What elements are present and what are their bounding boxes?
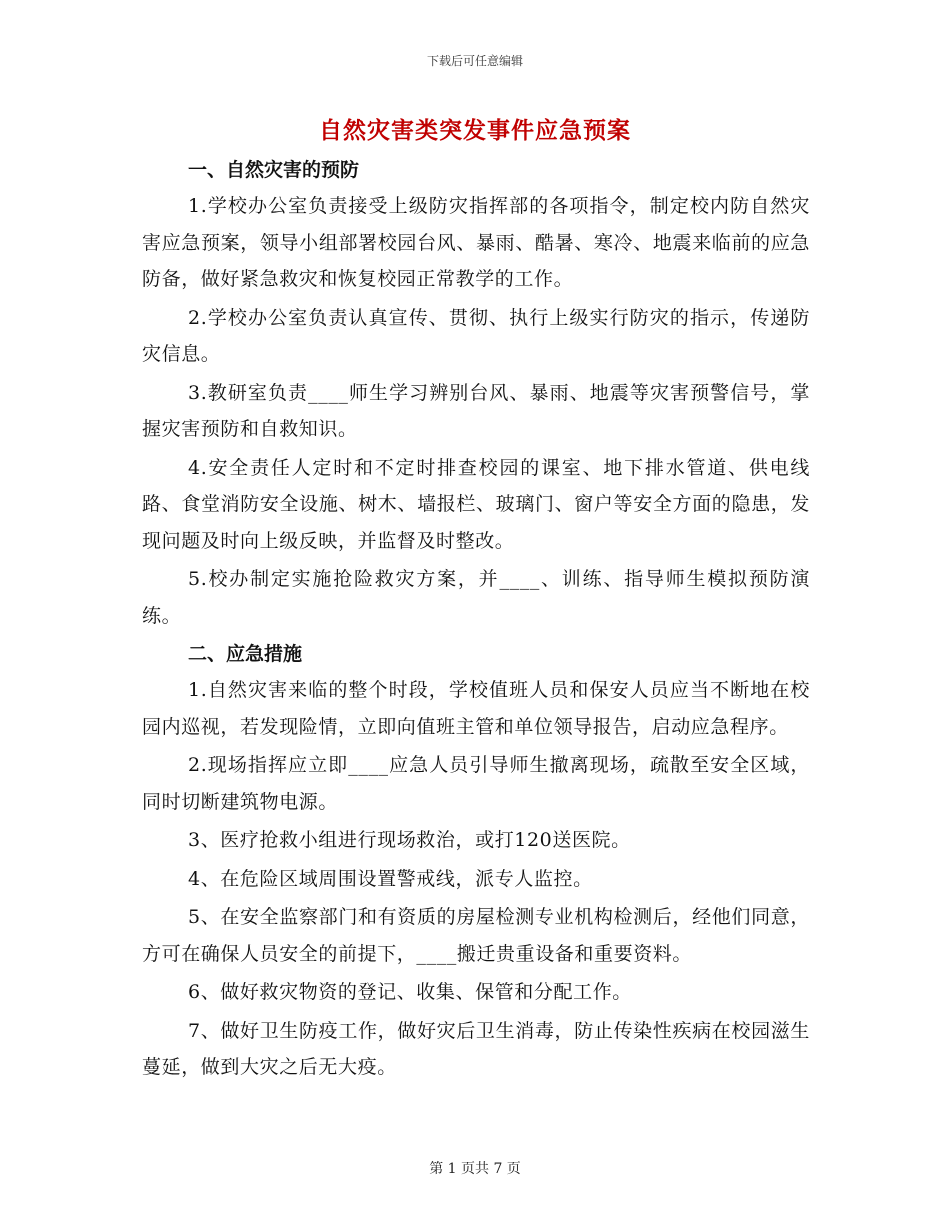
- document-body: [142, 152, 810, 1088]
- paragraph: 7、做好卫生防疫工作，做好灾后卫生消毒，防止传染性疾病在校园滋生蔓延，做到大灾之后无大疫。: [142, 1019, 810, 1078]
- page-number: 第 1 页共 7 页: [429, 1161, 521, 1177]
- paragraph: 5.校办制定实施抢险救灾方案，并____、训练、指导师生模拟预防演练。: [142, 568, 810, 627]
- paragraph: 4.安全责任人定时和不定时排查校园的课室、地下排水管道、供电线路、食堂消防安全设施、树木、墙报栏、玻璃门、窗户等安全方面的隐患，发现问题及时向上级反映，并监督及时整改。: [142, 456, 810, 552]
- paragraph: 2.现场指挥应立即____应急人员引导师生撤离现场，疏散至安全区域，同时切断建筑物电源。: [142, 754, 810, 813]
- paragraph: 4、在危险区域周围设置警戒线，派专人监控。: [188, 867, 593, 890]
- paragraph: 5、在安全监察部门和有资质的房屋检测专业机构检测后，经他们同意，方可在确保人员安全的前提下，____搬迁贵重设备和重要资料。: [142, 906, 810, 965]
- document-title: 自然灾害类突发事件应急预案: [319, 117, 631, 144]
- paragraph: 1.学校办公室负责接受上级防灾指挥部的各项指令，制定校内防自然灾害应急预案，领导小组部署校园台风、暴雨、酷暑、寒冷、地震来临前的应急防备，做好紧急救灾和恢复校园正常教学的工作。: [142, 195, 810, 290]
- section-prevention: [142, 152, 810, 634]
- header-note: 下载后可任意编辑: [426, 54, 523, 68]
- paragraph: 1.自然灾害来临的整个时段，学校值班人员和保安人员应当不断地在校园内巡视，若发现险情，立即向值班主管和单位领导报告，启动应急程序。: [142, 679, 810, 738]
- section-heading: 一、自然灾害的预防: [188, 159, 360, 181]
- paragraph: 3.教研室负责____师生学习辨别台风、暴雨、地震等灾害预警信号，掌握灾害预防和自救知识。: [142, 381, 810, 440]
- paragraph: 2.学校办公室负责认真宣传、贯彻、执行上级实行防灾的指示，传递防灾信息。: [142, 306, 810, 365]
- paragraph: 3、医疗抢救小组进行现场救治，或打120送医院。: [188, 829, 631, 851]
- paragraph: 6、做好救灾物资的登记、收集、保管和分配工作。: [188, 981, 632, 1003]
- section-heading: 二、应急措施: [188, 643, 303, 665]
- section-emergency-measures: [142, 636, 810, 1086]
